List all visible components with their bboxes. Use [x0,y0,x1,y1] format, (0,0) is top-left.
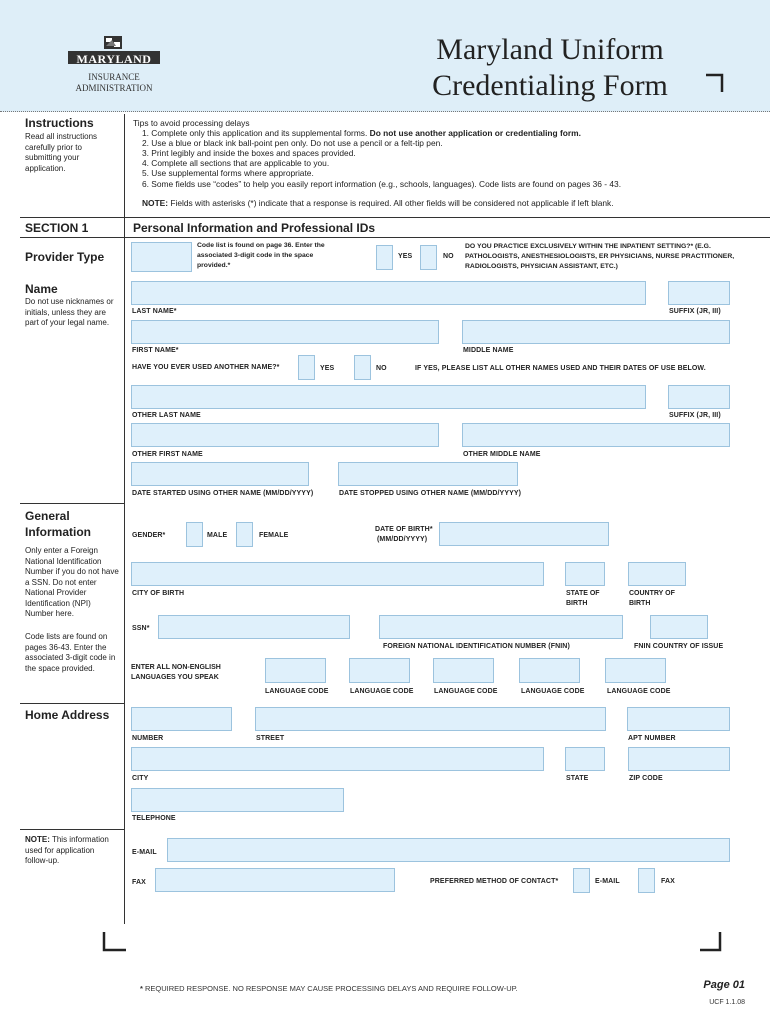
logo-sub2: ADMINISTRATION [75,83,153,93]
date-stopped-input[interactable] [338,462,518,486]
middle-name-label: MIDDLE NAME [463,347,514,354]
fnin-label: FOREIGN NATIONAL IDENTIFICATION NUMBER (FNIN) [383,643,570,650]
apt-number-input[interactable] [627,707,730,731]
gender-label: GENDER* [132,532,166,539]
instructions-heading: Instructions [25,116,94,130]
other-name-yes-checkbox[interactable] [298,355,315,380]
asterisk-icon: * [140,984,143,993]
required-text: REQUIRED RESPONSE. NO RESPONSE MAY CAUSE PROCESSING DELAYS AND REQUIRE FOLLOW-UP. [145,984,518,993]
language-code-input-1[interactable] [265,658,326,683]
email-input[interactable] [167,838,730,862]
other-first-name-label: OTHER FIRST NAME [132,451,203,458]
language-code-input-3[interactable] [433,658,494,683]
tip-6: 6. Some fields use “codes” to help you easily report information (e.g., schools, languages). Code lists are found on pages 36 - 43. [142,179,622,189]
language-code-input-5[interactable] [605,658,666,683]
page-number: Page 01 [703,979,745,991]
tips-title: Tips to avoid processing delays [133,118,250,128]
female-label: FEMALE [259,532,289,539]
tip-2: 2. Use a blue or black ink ball-point pen only. Do not use a pencil or a felt-tip pen. [142,138,443,148]
name-heading: Name [25,282,58,296]
section-title: Personal Information and Professional IDs [133,221,376,235]
zip-code-label: ZIP CODE [629,775,663,782]
note-label: NOTE: [142,198,169,208]
last-name-label: LAST NAME* [132,308,177,315]
instructions-note [142,198,614,208]
other-name-question: HAVE YOU EVER USED ANOTHER NAME?* [132,364,280,371]
first-name-input[interactable] [131,320,439,344]
home-rule [20,703,124,704]
provider-type-code-input[interactable] [131,242,192,272]
corner-mark-bottom-left-icon [102,930,128,954]
form-title-line1: Maryland Uniform [436,33,664,66]
contact-note-label: NOTE: [25,835,50,844]
name-side-text: Do not use nicknames or initials, unless they are part of your legal name. [25,297,114,327]
section-label: SECTION 1 [25,221,89,235]
inpatient-no-label: NO [443,253,454,260]
other-middle-name-input[interactable] [462,423,730,447]
section-rule [20,217,770,218]
instructions-side-text: Read all instructions carefully prior to submitting your application. [25,132,98,173]
city-label: CITY [132,775,149,782]
street-label: STREET [256,735,285,742]
middle-name-input[interactable] [462,320,730,344]
suffix-input[interactable] [668,281,730,305]
logo-name: MARYLAND [76,52,152,66]
apt-number-label: APT NUMBER [628,735,676,742]
language-code-label-1: LANGUAGE CODE [265,688,329,695]
other-last-name-label: OTHER LAST NAME [132,412,201,419]
inpatient-yes-checkbox[interactable] [376,245,393,270]
general-heading-1: General [25,509,70,523]
male-checkbox[interactable] [186,522,203,547]
dob-input[interactable] [439,522,609,546]
required-footnote [140,984,518,993]
zip-code-input[interactable] [628,747,730,771]
language-code-input-4[interactable] [519,658,580,683]
city-of-birth-label: CITY OF BIRTH [132,590,185,597]
logo-sub1: INSURANCE [88,72,140,82]
general-side-text-1: Only enter a Foreign National Identification Number if you do not have a SSN. Do not enter National Provider Identification (NPI) Number here. [25,546,119,618]
other-last-name-input[interactable] [131,385,646,409]
state-label: STATE [566,775,589,782]
fax-input[interactable] [155,868,395,892]
languages-label: ENTER ALL NON-ENGLISH LANGUAGES YOU SPEAK [131,664,221,681]
form-title-line2: Credentialing Form [432,69,668,102]
email-label: E-MAIL [132,849,157,856]
tip-1-bold: Do not use another application or credentialing form. [369,128,581,138]
corner-mark-icon [704,72,724,94]
inpatient-no-checkbox[interactable] [420,245,437,270]
telephone-label: TELEPHONE [132,815,176,822]
country-of-birth-input[interactable] [628,562,686,586]
inpatient-question: DO YOU PRACTICE EXCLUSIVELY WITHIN THE INPATIENT SETTING?* (E.G. PATHOLOGISTS, ANESTHESIOLOGISTS, ER PHYSICIANS, NURSE PRACTITIONER, RADIOLOGISTS, PHYSICIAN ASSISTANT, ETC.) [465,243,735,270]
male-label: MALE [207,532,228,539]
city-input[interactable] [131,747,544,771]
ssn-label: SSN* [132,625,150,632]
general-heading-2: Information [25,525,91,539]
tip-5: 5. Use supplemental forms where appropriate. [142,168,314,178]
other-first-name-input[interactable] [131,423,439,447]
contact-rule [20,829,124,830]
address-number-input[interactable] [131,707,232,731]
provider-type-heading: Provider Type [25,250,105,264]
language-code-label-2: LANGUAGE CODE [350,688,414,695]
date-started-label: DATE STARTED USING OTHER NAME (MM/DD/YYYY) [132,490,314,497]
state-of-birth-label: STATE OF BIRTH [566,590,600,607]
language-code-label-4: LANGUAGE CODE [521,688,585,695]
column-divider [124,114,125,924]
language-code-input-2[interactable] [349,658,410,683]
language-code-label-3: LANGUAGE CODE [434,688,498,695]
section-rule-2 [20,237,770,238]
general-side-text-2: Code lists are found on pages 36-43. Enter the associated 3-digit code in the space provided. [25,632,116,673]
country-of-birth-label: COUNTRY OF BIRTH [629,590,675,607]
preferred-contact-label: PREFERRED METHOD OF CONTACT* [430,878,559,885]
tip-1-text: 1. Complete only this application and its supplemental forms. [142,128,370,138]
telephone-input[interactable] [131,788,344,812]
tip-3: 3. Print legibly and inside the boxes and spaces provided. [142,148,356,158]
fnin-country-label: FNIN COUNTRY OF ISSUE [634,643,724,650]
date-stopped-label: DATE STOPPED USING OTHER NAME (MM/DD/YYYY) [339,490,522,497]
state-of-birth-input[interactable] [565,562,605,586]
other-name-no-checkbox[interactable] [354,355,371,380]
ssn-input[interactable] [158,615,350,639]
fnin-country-input[interactable] [650,615,708,639]
corner-mark-bottom-right-icon [698,930,724,954]
contact-note [25,835,117,867]
language-code-label-5: LANGUAGE CODE [607,688,671,695]
state-input[interactable] [565,747,605,771]
other-name-note: IF YES, PLEASE LIST ALL OTHER NAMES USED AND THEIR DATES OF USE BELOW. [415,365,706,372]
fax-label: FAX [132,879,146,886]
other-suffix-input[interactable] [668,385,730,409]
preferred-fax-checkbox[interactable] [638,868,655,893]
tip-4: 4. Complete all sections that are applicable to you. [142,158,330,168]
general-rule [20,503,124,504]
home-address-heading: Home Address [25,708,110,722]
form-version: UCF 1.1.08 [709,999,745,1006]
tip-1 [142,128,581,138]
dob-format: (MM/DD/YYYY) [377,536,428,543]
other-name-yes-label: YES [320,365,335,372]
other-middle-name-label: OTHER MIDDLE NAME [463,451,541,458]
city-of-birth-input[interactable] [131,562,544,586]
address-number-label: NUMBER [132,735,164,742]
date-started-input[interactable] [131,462,309,486]
street-input[interactable] [255,707,606,731]
inpatient-yes-label: YES [398,253,413,260]
fnin-input[interactable] [379,615,623,639]
provider-type-code-note: Code list is found on page 36. Enter the associated 3-digit code in the space provided.* [197,242,325,269]
contact-note-text: This information used for application follow-up. [25,835,109,865]
other-name-no-label: NO [376,365,387,372]
suffix-label: SUFFIX (JR, III) [669,308,721,315]
note-text: Fields with asterisks (*) indicate that a response is required. All other fields will be considered not applicable if left blank. [168,198,614,208]
last-name-input[interactable] [131,281,646,305]
other-suffix-label: SUFFIX (JR, III) [669,412,721,419]
first-name-label: FIRST NAME* [132,347,179,354]
female-checkbox[interactable] [236,522,253,547]
preferred-email-label: E-MAIL [595,878,620,885]
dob-label: DATE OF BIRTH* [375,526,433,533]
maryland-logo [66,34,162,94]
preferred-fax-label: FAX [661,878,675,885]
preferred-email-checkbox[interactable] [573,868,590,893]
